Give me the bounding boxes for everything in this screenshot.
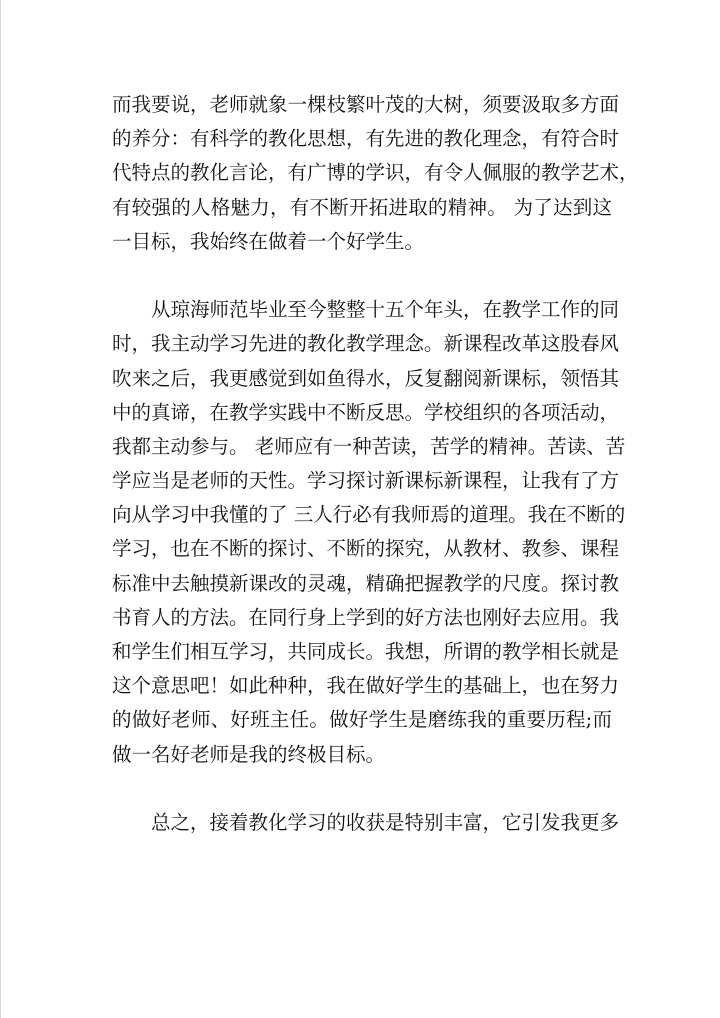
text-line: 有较强的人格魅力，有不断开拓进取的精神。 为了达到这	[112, 195, 612, 219]
text-line: 做一名好老师是我的终极目标。	[112, 742, 386, 766]
text-line: 这个意思吧！如此种种，我在做好学生的基础上，也在努力	[112, 674, 620, 698]
text-line: 书育人的方法。在同行身上学到的好方法也刚好去应用。我	[112, 605, 620, 629]
text-line: 时，我主动学习先进的教化教学理念。新课程改革这股春风	[112, 332, 620, 356]
text-line: 的做好老师、好班主任。做好学生是磨练我的重要历程;而	[112, 708, 612, 732]
paragraph-2	[112, 293, 626, 772]
text-line: 从琼海师范毕业至今整整十五个年头，在教学工作的同	[151, 298, 620, 322]
paragraph-3	[112, 806, 620, 840]
text-line: 一目标，我始终在做着一个好学生。	[112, 229, 425, 253]
text-line: 而我要说，老师就象一棵枝繁叶茂的大树，须要汲取多方面	[112, 93, 620, 116]
text-line: 学应当是老师的天性。学习探讨新课标新课程，让我有了方	[112, 469, 620, 493]
text-line: 总之，接着教化学习的收获是特别丰富，它引发我更多	[151, 810, 620, 834]
document-body	[112, 88, 639, 840]
paragraph-1	[112, 88, 639, 259]
text-line: 代特点的教化言论，有广博的学识，有令人佩服的教学艺术，	[112, 161, 639, 185]
text-line: 标准中去触摸新课改的灵魂，精确把握教学的尺度。探讨教	[112, 571, 620, 595]
text-line: 我都主动参与。 老师应有一种苦读，苦学的精神。苦读、苦	[112, 434, 626, 458]
text-line: 向从学习中我懂的了 三人行必有我师焉的道理。我在不断的	[112, 503, 626, 527]
text-line: 学习，也在不断的探讨、不断的探究，从教材、教参、课程	[112, 537, 620, 561]
text-line: 吹来之后，我更感觉到如鱼得水，反复翻阅新课标，领悟其	[112, 366, 620, 390]
text-line: 和学生们相互学习，共同成长。我想，所谓的教学相长就是	[112, 640, 620, 663]
paragraph-spacer	[112, 259, 612, 293]
text-line: 的养分：有科学的教化思想，有先进的教化理念，有符合时	[112, 127, 620, 151]
text-line: 中的真谛，在教学实践中不断反思。学校组织的各项活动，	[112, 400, 620, 424]
paragraph-spacer	[112, 772, 612, 806]
